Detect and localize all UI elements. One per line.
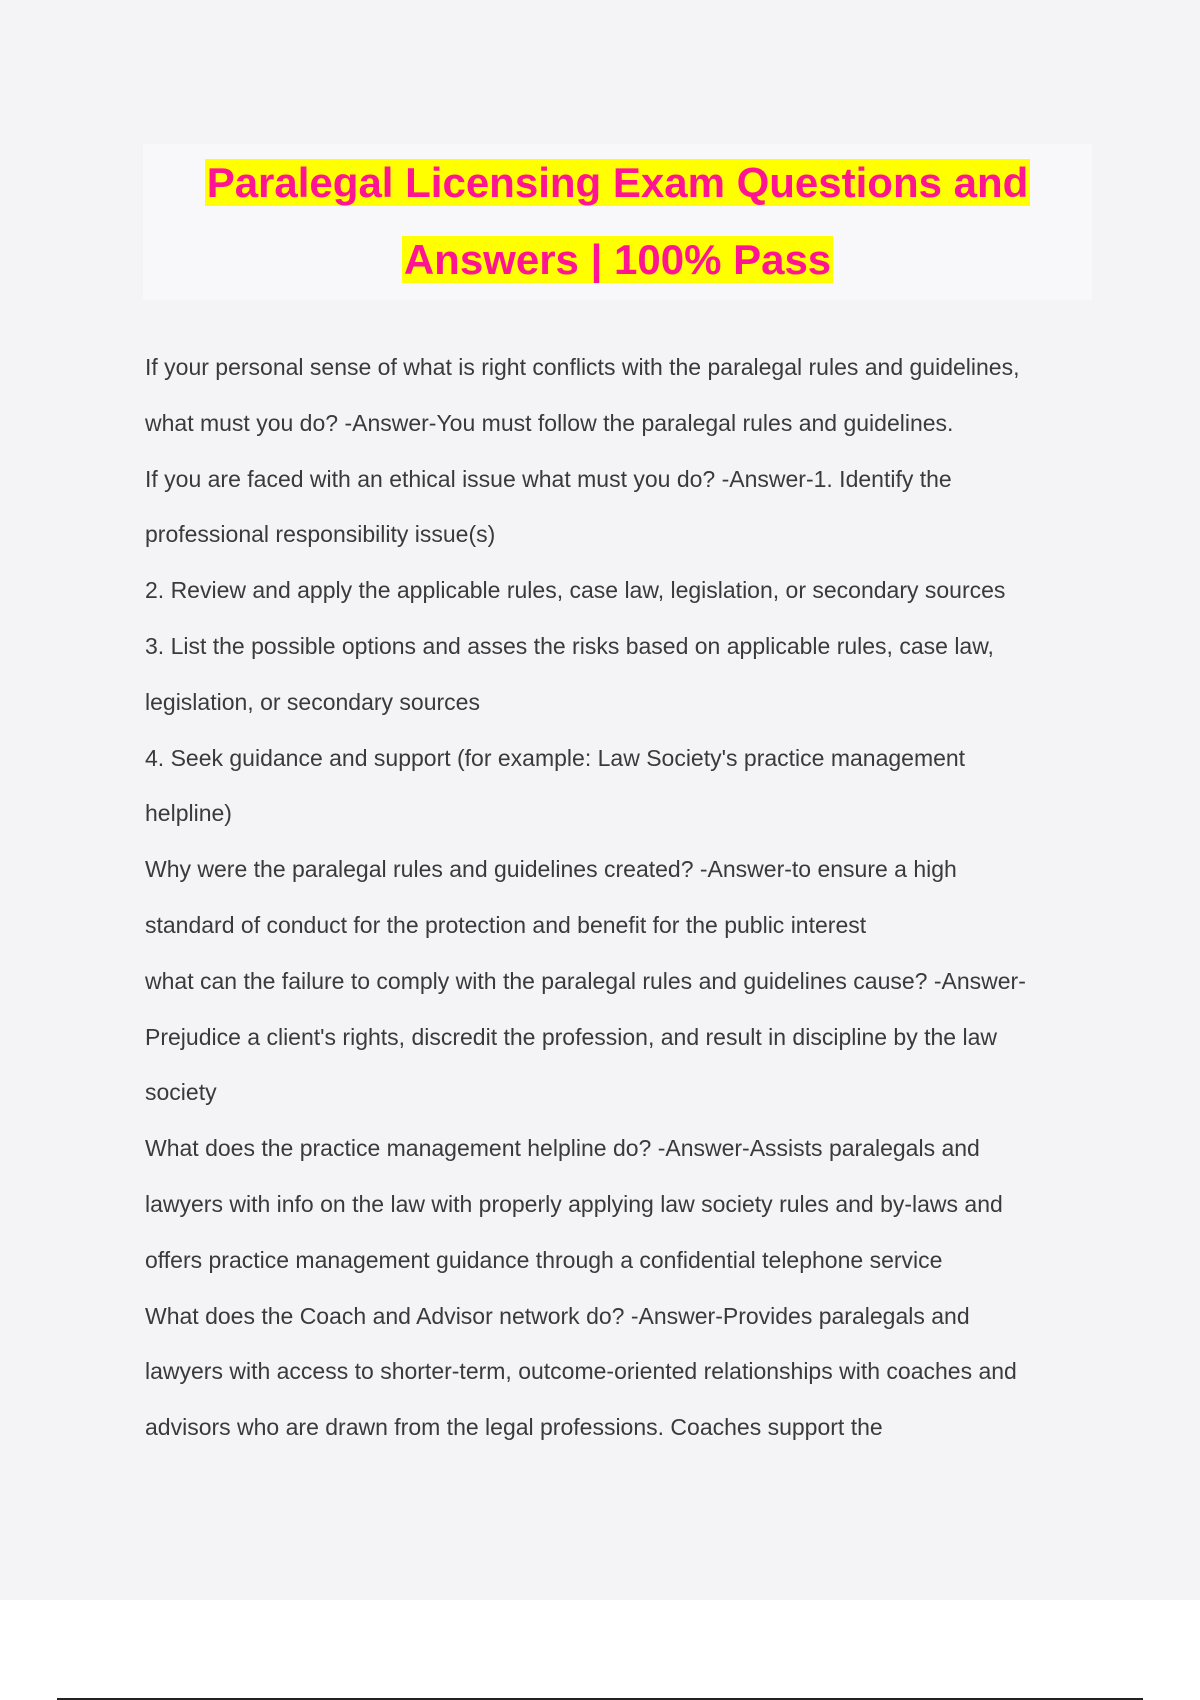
- body-line: If your personal sense of what is right conflicts with the paralegal rules and guidelines,: [145, 354, 1020, 380]
- body-line: offers practice management guidance through a confidential telephone service: [145, 1246, 943, 1273]
- body-line: standard of conduct for the protection and benefit for the public interest: [145, 911, 867, 938]
- title-line: [143, 144, 1092, 221]
- body-line: legislation, or secondary sources: [145, 688, 480, 715]
- body-line: 2. Review and apply the applicable rules, case law, legislation, or secondary sources: [145, 577, 1006, 604]
- body-line: what must you do? -Answer-You must follow the paralegal rules and guidelines.: [145, 409, 954, 436]
- body-line: Why were the paralegal rules and guidelines created? -Answer-to ensure a high: [145, 856, 957, 883]
- body-line: society: [145, 1079, 217, 1106]
- body-line: helpline): [145, 800, 232, 827]
- body-line: What does the Coach and Advisor network do? -Answer-Provides paralegals and: [145, 1302, 970, 1329]
- body-line: 3. List the possible options and asses the risks based on applicable rules, case law,: [145, 632, 994, 659]
- document-title: [143, 144, 1092, 300]
- document-body: [145, 340, 1085, 1456]
- body-line: If you are faced with an ethical issue what must you do? -Answer-1. Identify the: [145, 465, 952, 492]
- body-line: professional responsibility issue(s): [145, 521, 496, 548]
- body-line: Prejudice a client's rights, discredit the profession, and result in discipline by the law: [145, 1023, 997, 1050]
- title-line-text: Answers | 100% Pass: [403, 236, 832, 283]
- title-line: [143, 221, 1092, 298]
- body-line: lawyers with access to shorter-term, outcome-oriented relationships with coaches and: [145, 1358, 1017, 1385]
- body-line: 4. Seek guidance and support (for example: Law Society's practice management: [145, 744, 966, 771]
- title-line-text: Paralegal Licensing Exam Questions and: [206, 159, 1029, 206]
- body-line: what can the failure to comply with the paralegal rules and guidelines cause? -Answer-: [145, 967, 1026, 994]
- body-line: lawyers with info on the law with properly applying law society rules and by-laws and: [145, 1190, 1003, 1217]
- body-line: advisors who are drawn from the legal professions. Coaches support the: [145, 1414, 883, 1441]
- body-line: What does the practice management helpline do? -Answer-Assists paralegals and: [145, 1135, 980, 1162]
